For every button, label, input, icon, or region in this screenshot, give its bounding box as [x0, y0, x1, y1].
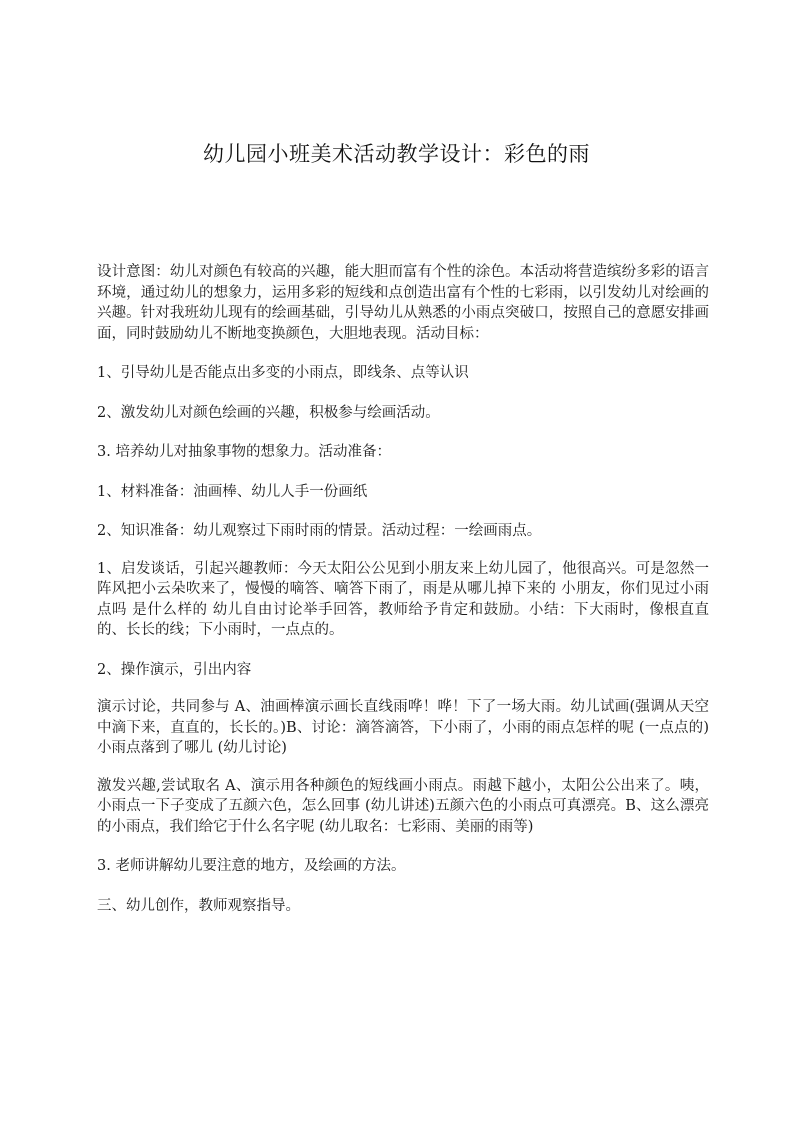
paragraph-step-3: 3. 老师讲解幼儿要注意的地方，及绘画的方法。 — [97, 858, 406, 874]
paragraph-prep-materials: 1、材料准备：油画棒、幼儿人手一份画纸 — [97, 483, 368, 500]
document-body — [97, 262, 709, 916]
paragraph-prep-knowledge: 2、知识准备：幼儿观察过下雨时雨的情景。活动过程：一绘画雨点。 — [97, 523, 542, 539]
paragraph-step-1: 1、启发谈话，引起兴趣教师：今天太阳公公见到小朋友来上幼儿园了，他很高兴。可是忽然一阵风把小云朵吹来了，慢慢的嘀答、嘀答下雨了，雨是从哪儿掉下来的 小朋友，你们见过小雨点吗 是什么样的 幼儿自由讨论举手回答，教师给予肯定和鼓励。小结：下大雨时，像根直直的、长长的线；下小雨时，一点点的。 — [97, 560, 709, 638]
paragraph-creation: 三、幼儿创作，教师观察指导。 — [97, 897, 300, 914]
paragraph-goal-1: 1、引导幼儿是否能点出多变的小雨点，即线条、点等认识 — [97, 365, 469, 381]
paragraph-goal-3: 3. 培养幼儿对抽象事物的想象力。活动准备： — [97, 444, 391, 460]
paragraph-demo-discussion: 演示讨论，共同参与 A、油画棒演示画长直线雨哗！哗！下了一场大雨。幼儿试画(强调从天空中滴下来，直直的，长长的。)B、讨论：滴答滴答，下小雨了，小雨的雨点怎样的呢 (一点点的)小雨点落到了哪儿 (幼儿讨论) — [97, 699, 709, 756]
document-title: 幼儿园小班美术活动教学设计：彩色的雨 — [203, 142, 590, 166]
paragraph-goal-2: 2、激发幼儿对颜色绘画的兴趣，积极参与绘画活动。 — [97, 404, 440, 421]
paragraph-design-intent: 设计意图：幼儿对颜色有较高的兴趣，能大胆而富有个性的涂色。本活动将营造缤纷多彩的语言环境，通过幼儿的想象力，运用多彩的短线和点创造出富有个性的七彩雨，以引发幼儿对绘画的兴趣。针对我班幼儿现有的绘画基础，引导幼儿从熟悉的小雨点突破口，按照自己的意愿安排画面，同时鼓励幼儿不断地变换颜色，大胆地表现。活动目标： — [97, 264, 709, 342]
paragraph-naming: 激发兴趣,尝试取名 A、演示用各种颜色的短线画小雨点。雨越下越小，太阳公公出来了。咦，小雨点一下子变成了五颜六色，怎么回事 (幼儿讲述)五颜六色的小雨点可真漂亮。B、这么漂亮的小雨点，我们给它于什么名字呢 (幼儿取名：七彩雨、美丽的雨等) — [97, 777, 709, 835]
paragraph-step-2: 2、操作演示，引出内容 — [97, 661, 252, 678]
